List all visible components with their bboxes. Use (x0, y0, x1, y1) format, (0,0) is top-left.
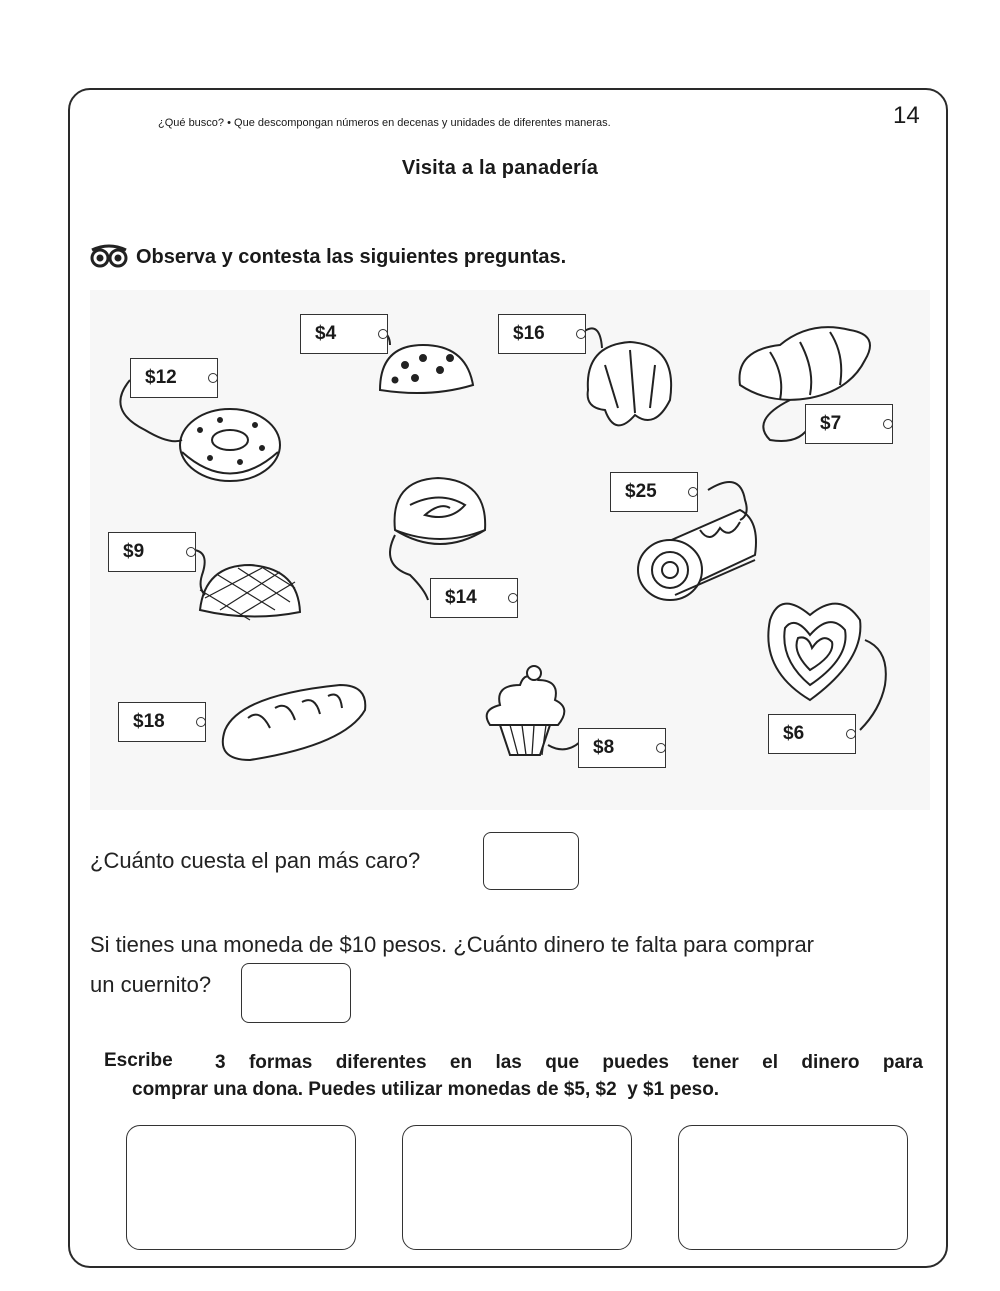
price-tag-braid: $7 (805, 404, 893, 444)
bakery-scene (90, 290, 930, 810)
question-missing-money-line1: Si tienes una moneda de $10 pesos. ¿Cuánto dinero te falta para comprar (90, 932, 815, 957)
price-tag-cinnamon-roll: $14 (430, 578, 518, 618)
instruction-text: Observa y contesta las siguientes preguntas. (136, 246, 567, 268)
price-tag-croissant: $16 (498, 314, 586, 354)
question-coins-line2: comprar una dona. Puedes utilizar monedas de $5, $2 y $1 peso. (132, 1079, 720, 1100)
answer-box-coins-1[interactable] (126, 1125, 356, 1250)
answer-box-missing-money[interactable] (241, 963, 351, 1023)
cupcake-icon (487, 666, 580, 755)
price-tag-roll-cake: $25 (610, 472, 698, 512)
price-tag-concha: $9 (108, 532, 196, 572)
goal-line (158, 117, 611, 129)
answer-box-coins-2[interactable] (402, 1125, 632, 1250)
concha-icon (194, 550, 300, 620)
oreja-icon (768, 604, 886, 730)
baguette-icon (223, 685, 366, 760)
price-tag-donut: $12 (130, 358, 218, 398)
page-number: 14 (893, 102, 920, 129)
instruction-row (90, 242, 566, 273)
answer-box-coins-3[interactable] (678, 1125, 908, 1250)
eyes-icon (90, 242, 128, 273)
page-title: Visita a la panadería (401, 157, 599, 179)
answer-box-most-expensive[interactable] (483, 832, 579, 890)
question-missing-money-line2: un cuernito? (90, 972, 212, 997)
price-tag-cupcake: $8 (578, 728, 666, 768)
price-tag-baguette: $18 (118, 702, 206, 742)
goal-label: ¿Qué busco? (158, 117, 225, 129)
question-coins-line1: 3 formas diferentes en las que puedes tener el dinero para (215, 1052, 923, 1073)
question-most-expensive: ¿Cuánto cuesta el pan más caro? (90, 848, 421, 873)
price-tag-cookie: $4 (300, 314, 388, 354)
croissant-icon (583, 328, 671, 425)
question-coins-lead: Escribe (104, 1050, 173, 1071)
price-tag-oreja: $6 (768, 714, 856, 754)
goal-text: • Que descompongan números en decenas y unidades de diferentes maneras. (227, 117, 611, 129)
